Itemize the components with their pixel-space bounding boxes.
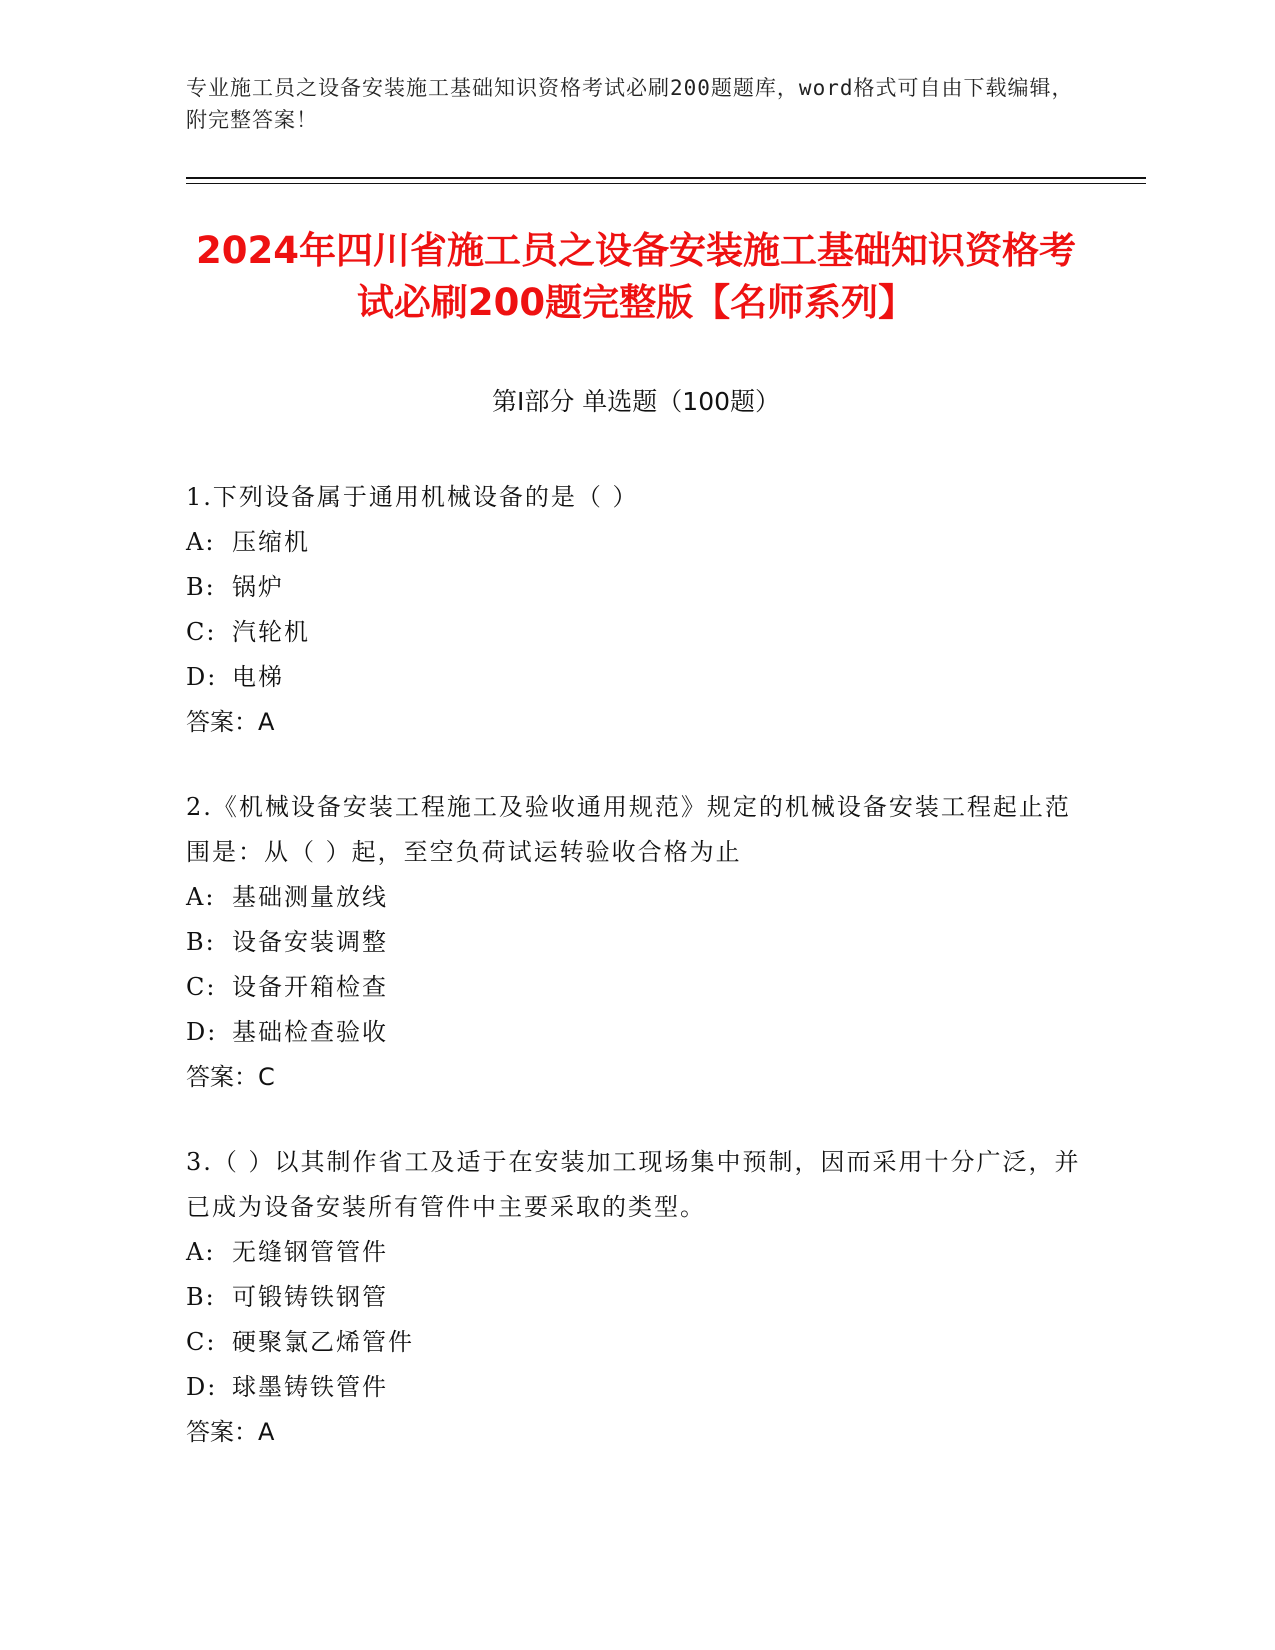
- option-letter: A:: [186, 1238, 216, 1266]
- option-letter: C:: [186, 973, 217, 1001]
- question-list: [186, 475, 1086, 1495]
- option-text: 汽轮机: [232, 618, 310, 646]
- option-a: [186, 520, 1086, 565]
- section-title: 第I部分 单选题（100题）: [491, 387, 781, 416]
- document-title: 2024年四川省施工员之设备安装施工基础知识资格考试必刷200题完整版【名师系列】: [196, 229, 1076, 324]
- option-text: 设备安装调整: [232, 928, 388, 956]
- option-a: [186, 875, 1086, 920]
- option-c: [186, 610, 1086, 655]
- question-2: [186, 785, 1086, 1100]
- option-letter: C:: [186, 1328, 217, 1356]
- option-letter: D:: [186, 663, 218, 691]
- option-text: 电梯: [232, 663, 284, 691]
- option-c: [186, 1320, 1086, 1365]
- option-text: 可锻铸铁钢管: [232, 1283, 388, 1311]
- option-text: 压缩机: [232, 528, 310, 556]
- option-text: 设备开箱检查: [232, 973, 388, 1001]
- option-b: [186, 565, 1086, 610]
- option-letter: A:: [186, 528, 216, 556]
- option-letter: A:: [186, 883, 216, 911]
- option-text: 球墨铸铁管件: [232, 1373, 388, 1401]
- option-letter: B:: [186, 1283, 216, 1311]
- option-text: 基础检查验收: [232, 1018, 388, 1046]
- header-note: 专业施工员之设备安装施工基础知识资格考试必刷200题题库，word格式可自由下载编辑，附完整答案！: [186, 76, 1074, 132]
- header-rule-thick: [186, 177, 1146, 179]
- option-a: [186, 1230, 1086, 1275]
- question-stem: 2.《机械设备安装工程施工及验收通用规范》规定的机械设备安装工程起止范围是：从（ ）起，至空负荷试运转验收合格为止: [186, 793, 1071, 866]
- option-b: [186, 1275, 1086, 1320]
- option-d: [186, 1010, 1086, 1055]
- option-letter: D:: [186, 1018, 218, 1046]
- option-letter: B:: [186, 573, 216, 601]
- answer-line: 答案：A: [186, 708, 275, 736]
- option-text: 无缝钢管管件: [232, 1238, 388, 1266]
- question-1: [186, 475, 1086, 745]
- answer-line: 答案：A: [186, 1418, 275, 1446]
- option-text: 基础测量放线: [232, 883, 388, 911]
- question-stem: 3.（ ）以其制作省工及适于在安装加工现场集中预制，因而采用十分广泛，并已成为设备安装所有管件中主要采取的类型。: [186, 1148, 1081, 1221]
- option-letter: C:: [186, 618, 217, 646]
- option-text: 锅炉: [232, 573, 284, 601]
- option-b: [186, 920, 1086, 965]
- answer-line: 答案：C: [186, 1063, 275, 1091]
- option-d: [186, 1365, 1086, 1410]
- header-rule-thin: [186, 183, 1146, 184]
- option-letter: B:: [186, 928, 216, 956]
- question-3: [186, 1140, 1086, 1455]
- question-stem: 1.下列设备属于通用机械设备的是（ ）: [186, 483, 639, 511]
- option-d: [186, 655, 1086, 700]
- option-letter: D:: [186, 1373, 218, 1401]
- option-c: [186, 965, 1086, 1010]
- option-text: 硬聚氯乙烯管件: [232, 1328, 414, 1356]
